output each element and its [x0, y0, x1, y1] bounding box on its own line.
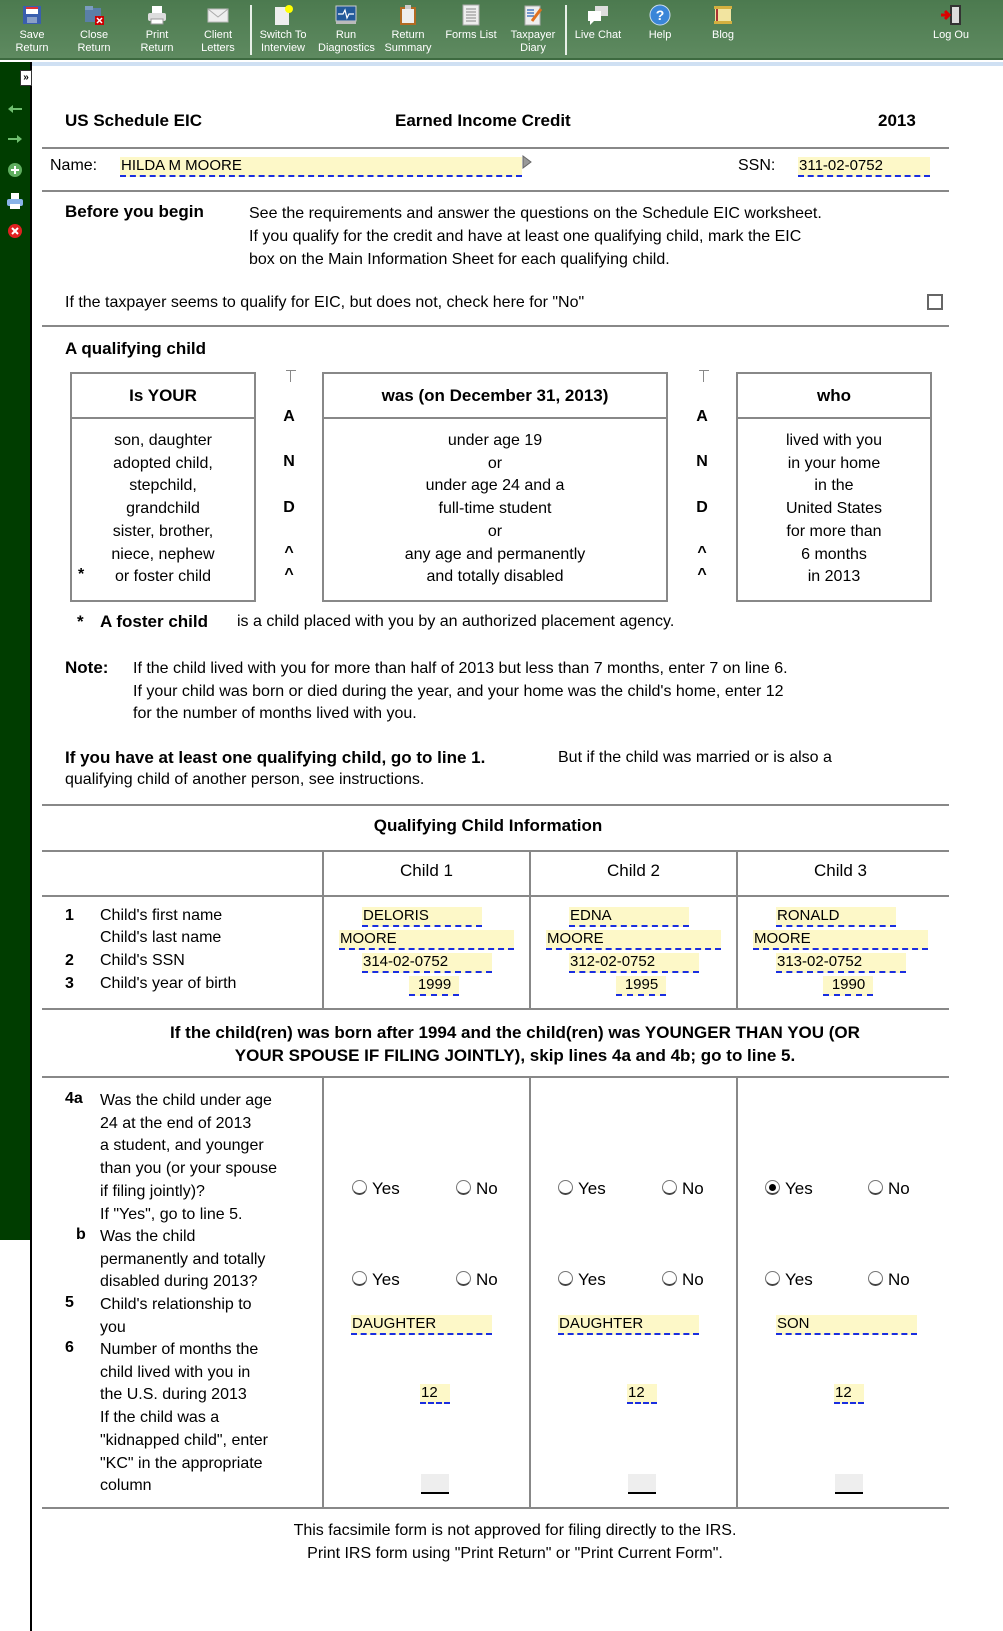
divider [42, 190, 949, 192]
child2-4b-no-radio[interactable]: No [662, 1270, 704, 1290]
line2-number: 2 [65, 952, 74, 969]
child1-4a-yes-radio[interactable]: Yes [352, 1179, 400, 1199]
note-label: Note: [65, 658, 109, 677]
and-letter: N [696, 453, 708, 470]
chat-icon [587, 4, 609, 26]
and-bracket-top [286, 370, 296, 384]
line2-label: Child's SSN [100, 952, 185, 969]
skip-instruction: If the child(ren) was born after 1994 and the child(ren) was YOUNGER THAN YOU (OR YOUR SPOUSE IF FILING JOINTLY), skip lines 4a and 4b; go to line 5. [170, 1023, 860, 1065]
envelope-icon [207, 4, 229, 26]
radio-icon [868, 1271, 883, 1286]
child3-4a-no-radio[interactable]: No [868, 1179, 910, 1199]
foster-child-term: A foster child [100, 612, 208, 631]
residency-header: who [738, 374, 930, 419]
line1-label: Child's first name [100, 907, 223, 924]
foster-child-definition: is a child placed with you by an authorized placement agency. [237, 613, 675, 630]
foster-asterisk: * [77, 612, 84, 631]
divider [42, 1507, 949, 1509]
radio-icon [662, 1180, 677, 1195]
child3-last-name-field[interactable]: MOORE [753, 930, 928, 950]
before-you-begin-text: See the requirements and answer the questions on the Schedule EIC worksheet. If you qualify for the credit and have at least one qualifying child, mark the EIC box on the Main Information Sheet for each qualifying child. [249, 205, 822, 268]
diagnostics-icon [335, 4, 357, 26]
help-button[interactable]: ? Help [640, 4, 680, 42]
child3-relationship-field[interactable]: SON [776, 1315, 917, 1335]
taxpayer-diary-button[interactable]: Taxpayer Diary [509, 4, 557, 55]
delete-icon[interactable] [6, 222, 24, 240]
line4b-number: b [76, 1226, 86, 1243]
main-toolbar [0, 0, 1003, 60]
child1-kidnapped-field[interactable] [421, 1474, 449, 1494]
age-requirement-header: was (on December 31, 2013) [324, 374, 666, 419]
line1b-label: Child's last name [100, 929, 222, 946]
goto-line1-exception: But if the child was married or is also a [558, 749, 832, 766]
taxpayer-name-field[interactable]: HILDA M MOORE [120, 157, 522, 177]
switch-to-interview-button[interactable]: Switch To Interview [258, 4, 308, 55]
child3-header: Child 3 [814, 861, 867, 880]
print-icon[interactable] [6, 192, 24, 210]
print-return-button[interactable]: Print Return [137, 4, 177, 55]
save-icon [21, 4, 43, 26]
child2-months-field[interactable]: 12 [627, 1384, 657, 1404]
form-id: US Schedule EIC [65, 111, 202, 130]
facsimile-disclaimer: This facsimile form is not approved for filing directly to the IRS. Print IRS form using "Print Return" or "Print Current Form". [293, 1522, 737, 1562]
name-label: Name: [50, 157, 98, 174]
line5-number: 5 [65, 1294, 74, 1311]
close-return-button[interactable]: Close Return [74, 4, 114, 55]
note-text: If the child lived with you for more than half of 2013 but less than 7 months, enter 7 on line 6. If your child was born or died during the year, and your home was the child's home, enter 12 for the number of months lived with you. [133, 660, 788, 723]
is-your-header: Is YOUR [72, 374, 254, 419]
close-return-icon [83, 4, 105, 26]
child2-4a-no-radio[interactable]: No [662, 1179, 704, 1199]
child1-months-field[interactable]: 12 [420, 1384, 450, 1404]
column-divider [529, 1076, 531, 1508]
child2-kidnapped-field[interactable] [628, 1474, 656, 1494]
is-your-box [70, 372, 256, 602]
child3-first-name-field[interactable]: RONALD [776, 907, 896, 927]
blog-icon [712, 4, 734, 26]
child1-header: Child 1 [400, 861, 453, 880]
radio-icon [352, 1180, 367, 1195]
forms-list-button[interactable]: Forms List [444, 4, 498, 42]
child1-relationship-field[interactable]: DAUGHTER [351, 1315, 492, 1335]
ssn-label: SSN: [738, 157, 776, 174]
line6-number: 6 [65, 1339, 74, 1356]
age-requirement-list: under age 19 or under age 24 and a full-time student or any age and permanently and totally disabled [404, 432, 586, 586]
radio-icon [456, 1271, 471, 1286]
line6-question: Number of months the child lived with you in the U.S. during 2013 If the child was a "kidnapped child", enter "KC" in the appropriate column [100, 1341, 268, 1495]
printer-icon [146, 4, 168, 26]
and-letter: A [696, 408, 708, 425]
child2-relationship-field[interactable]: DAUGHTER [558, 1315, 699, 1335]
divider [42, 1008, 949, 1010]
age-requirement-box [322, 372, 668, 602]
and-letter: A [283, 408, 295, 425]
no-eic-text: If the taxpayer seems to qualify for EIC, but does not, check here for "No" [65, 294, 585, 311]
child3-ssn-field[interactable]: 313-02-0752 [776, 953, 906, 973]
toolbar-separator [565, 5, 567, 55]
interview-icon [272, 4, 294, 26]
child3-4b-yes-radio[interactable]: Yes [765, 1270, 813, 1290]
blog-button[interactable]: Blog [703, 4, 743, 42]
child2-first-name-field[interactable]: EDNA [569, 907, 689, 927]
divider [42, 1076, 949, 1078]
before-you-begin-label: Before you begin [65, 202, 204, 221]
child1-birth-year-field[interactable]: 1999 [409, 976, 459, 996]
and-letter: ^ [697, 544, 707, 561]
forward-arrow-icon[interactable] [6, 130, 24, 148]
child1-4b-yes-radio[interactable]: Yes [352, 1270, 400, 1290]
expand-arrow-icon[interactable] [522, 155, 532, 169]
save-return-button[interactable]: Save Return [12, 4, 52, 55]
radio-icon [456, 1180, 471, 1195]
taxpayer-ssn-field[interactable]: 311-02-0752 [798, 157, 930, 177]
and-letter: ^ [284, 544, 294, 561]
child3-4a-yes-radio[interactable]: Yes [765, 1179, 813, 1199]
schedule-eic-form [32, 66, 1003, 1631]
tax-year: 2013 [878, 111, 916, 130]
child1-4a-no-radio[interactable]: No [456, 1179, 498, 1199]
add-icon[interactable] [6, 161, 24, 179]
qci-title: Qualifying Child Information [373, 816, 603, 835]
child2-4a-yes-radio[interactable]: Yes [558, 1179, 606, 1199]
child3-4b-no-radio[interactable]: No [868, 1270, 910, 1290]
line5-question: Child's relationship to you [100, 1296, 252, 1336]
logout-icon [940, 4, 962, 26]
line4b-question: Was the child permanently and totally disabled during 2013? [100, 1228, 266, 1291]
expand-sidebar-button[interactable]: » [20, 70, 32, 86]
and-letter: D [283, 499, 295, 516]
live-chat-button[interactable]: Live Chat [573, 4, 623, 42]
divider [42, 804, 949, 806]
radio-icon [558, 1271, 573, 1286]
run-diagnostics-button[interactable]: Run Diagnostics [318, 4, 374, 55]
radio-icon [662, 1271, 677, 1286]
is-your-list: son, daughter adopted child, stepchild, grandchild sister, brother, niece, nephew or foster child [111, 432, 215, 586]
child2-4b-yes-radio[interactable]: Yes [558, 1270, 606, 1290]
child2-ssn-field[interactable]: 312-02-0752 [569, 953, 699, 973]
child2-header: Child 2 [607, 861, 660, 880]
divider [42, 895, 949, 897]
and-bracket-top [699, 370, 709, 371]
back-arrow-icon[interactable] [6, 100, 24, 118]
line1-number: 1 [65, 907, 74, 924]
and-bracket-stem [290, 370, 291, 382]
child1-4b-no-radio[interactable]: No [456, 1270, 498, 1290]
divider [42, 325, 949, 327]
child2-last-name-field[interactable]: MOORE [546, 930, 721, 950]
child1-first-name-field[interactable]: DELORIS [362, 907, 482, 927]
foster-asterisk: * [78, 566, 85, 583]
line4a-question: Was the child under age 24 at the end of 2013 a student, and younger than you (or your spouse if filing jointly)? If "Yes", go to line 5. [100, 1092, 277, 1223]
diary-icon [522, 4, 544, 26]
qualifying-child-title: A qualifying child [65, 339, 207, 358]
toolbar-separator [250, 5, 252, 55]
and-letter: ^ [284, 566, 294, 583]
forms-list-icon [460, 4, 482, 26]
radio-icon [868, 1180, 883, 1195]
and-letter: N [283, 453, 295, 470]
line3-number: 3 [65, 975, 74, 992]
child3-kidnapped-field[interactable] [835, 1474, 863, 1494]
child2-birth-year-field[interactable]: 1995 [616, 976, 666, 996]
residency-box [736, 372, 932, 602]
column-divider [322, 1076, 324, 1508]
line4a-number: 4a [65, 1090, 83, 1107]
radio-icon [352, 1271, 367, 1286]
and-letter: D [696, 499, 708, 516]
divider [42, 147, 949, 149]
no-eic-checkbox[interactable] [927, 294, 943, 310]
line3-label: Child's year of birth [100, 975, 237, 992]
return-summary-button[interactable]: Return Summary [384, 4, 432, 55]
form-title: Earned Income Credit [395, 111, 571, 130]
help-icon [649, 4, 671, 26]
goto-line1-text: If you have at least one qualifying child, go to line 1. [65, 748, 486, 767]
svg-text:?: ? [655, 7, 665, 23]
child1-last-name-field[interactable]: MOORE [339, 930, 514, 950]
client-letters-button[interactable]: Client Letters [198, 4, 238, 55]
column-divider [736, 1076, 738, 1508]
log-out-button[interactable]: Log Ou [926, 4, 976, 42]
child3-birth-year-field[interactable]: 1990 [823, 976, 873, 996]
child3-months-field[interactable]: 12 [834, 1384, 864, 1404]
goto-line1-exception-cont: qualifying child of another person, see instructions. [65, 771, 425, 788]
radio-icon [765, 1271, 780, 1286]
clipboard-icon [397, 4, 419, 26]
divider [42, 850, 949, 852]
radio-icon [558, 1180, 573, 1195]
radio-selected-icon [765, 1180, 780, 1195]
and-letter: ^ [697, 566, 707, 583]
child1-ssn-field[interactable]: 314-02-0752 [362, 953, 492, 973]
residency-list: lived with you in your home in the United States for more than 6 months in 2013 [785, 432, 883, 586]
and-bracket-stem [703, 370, 704, 382]
